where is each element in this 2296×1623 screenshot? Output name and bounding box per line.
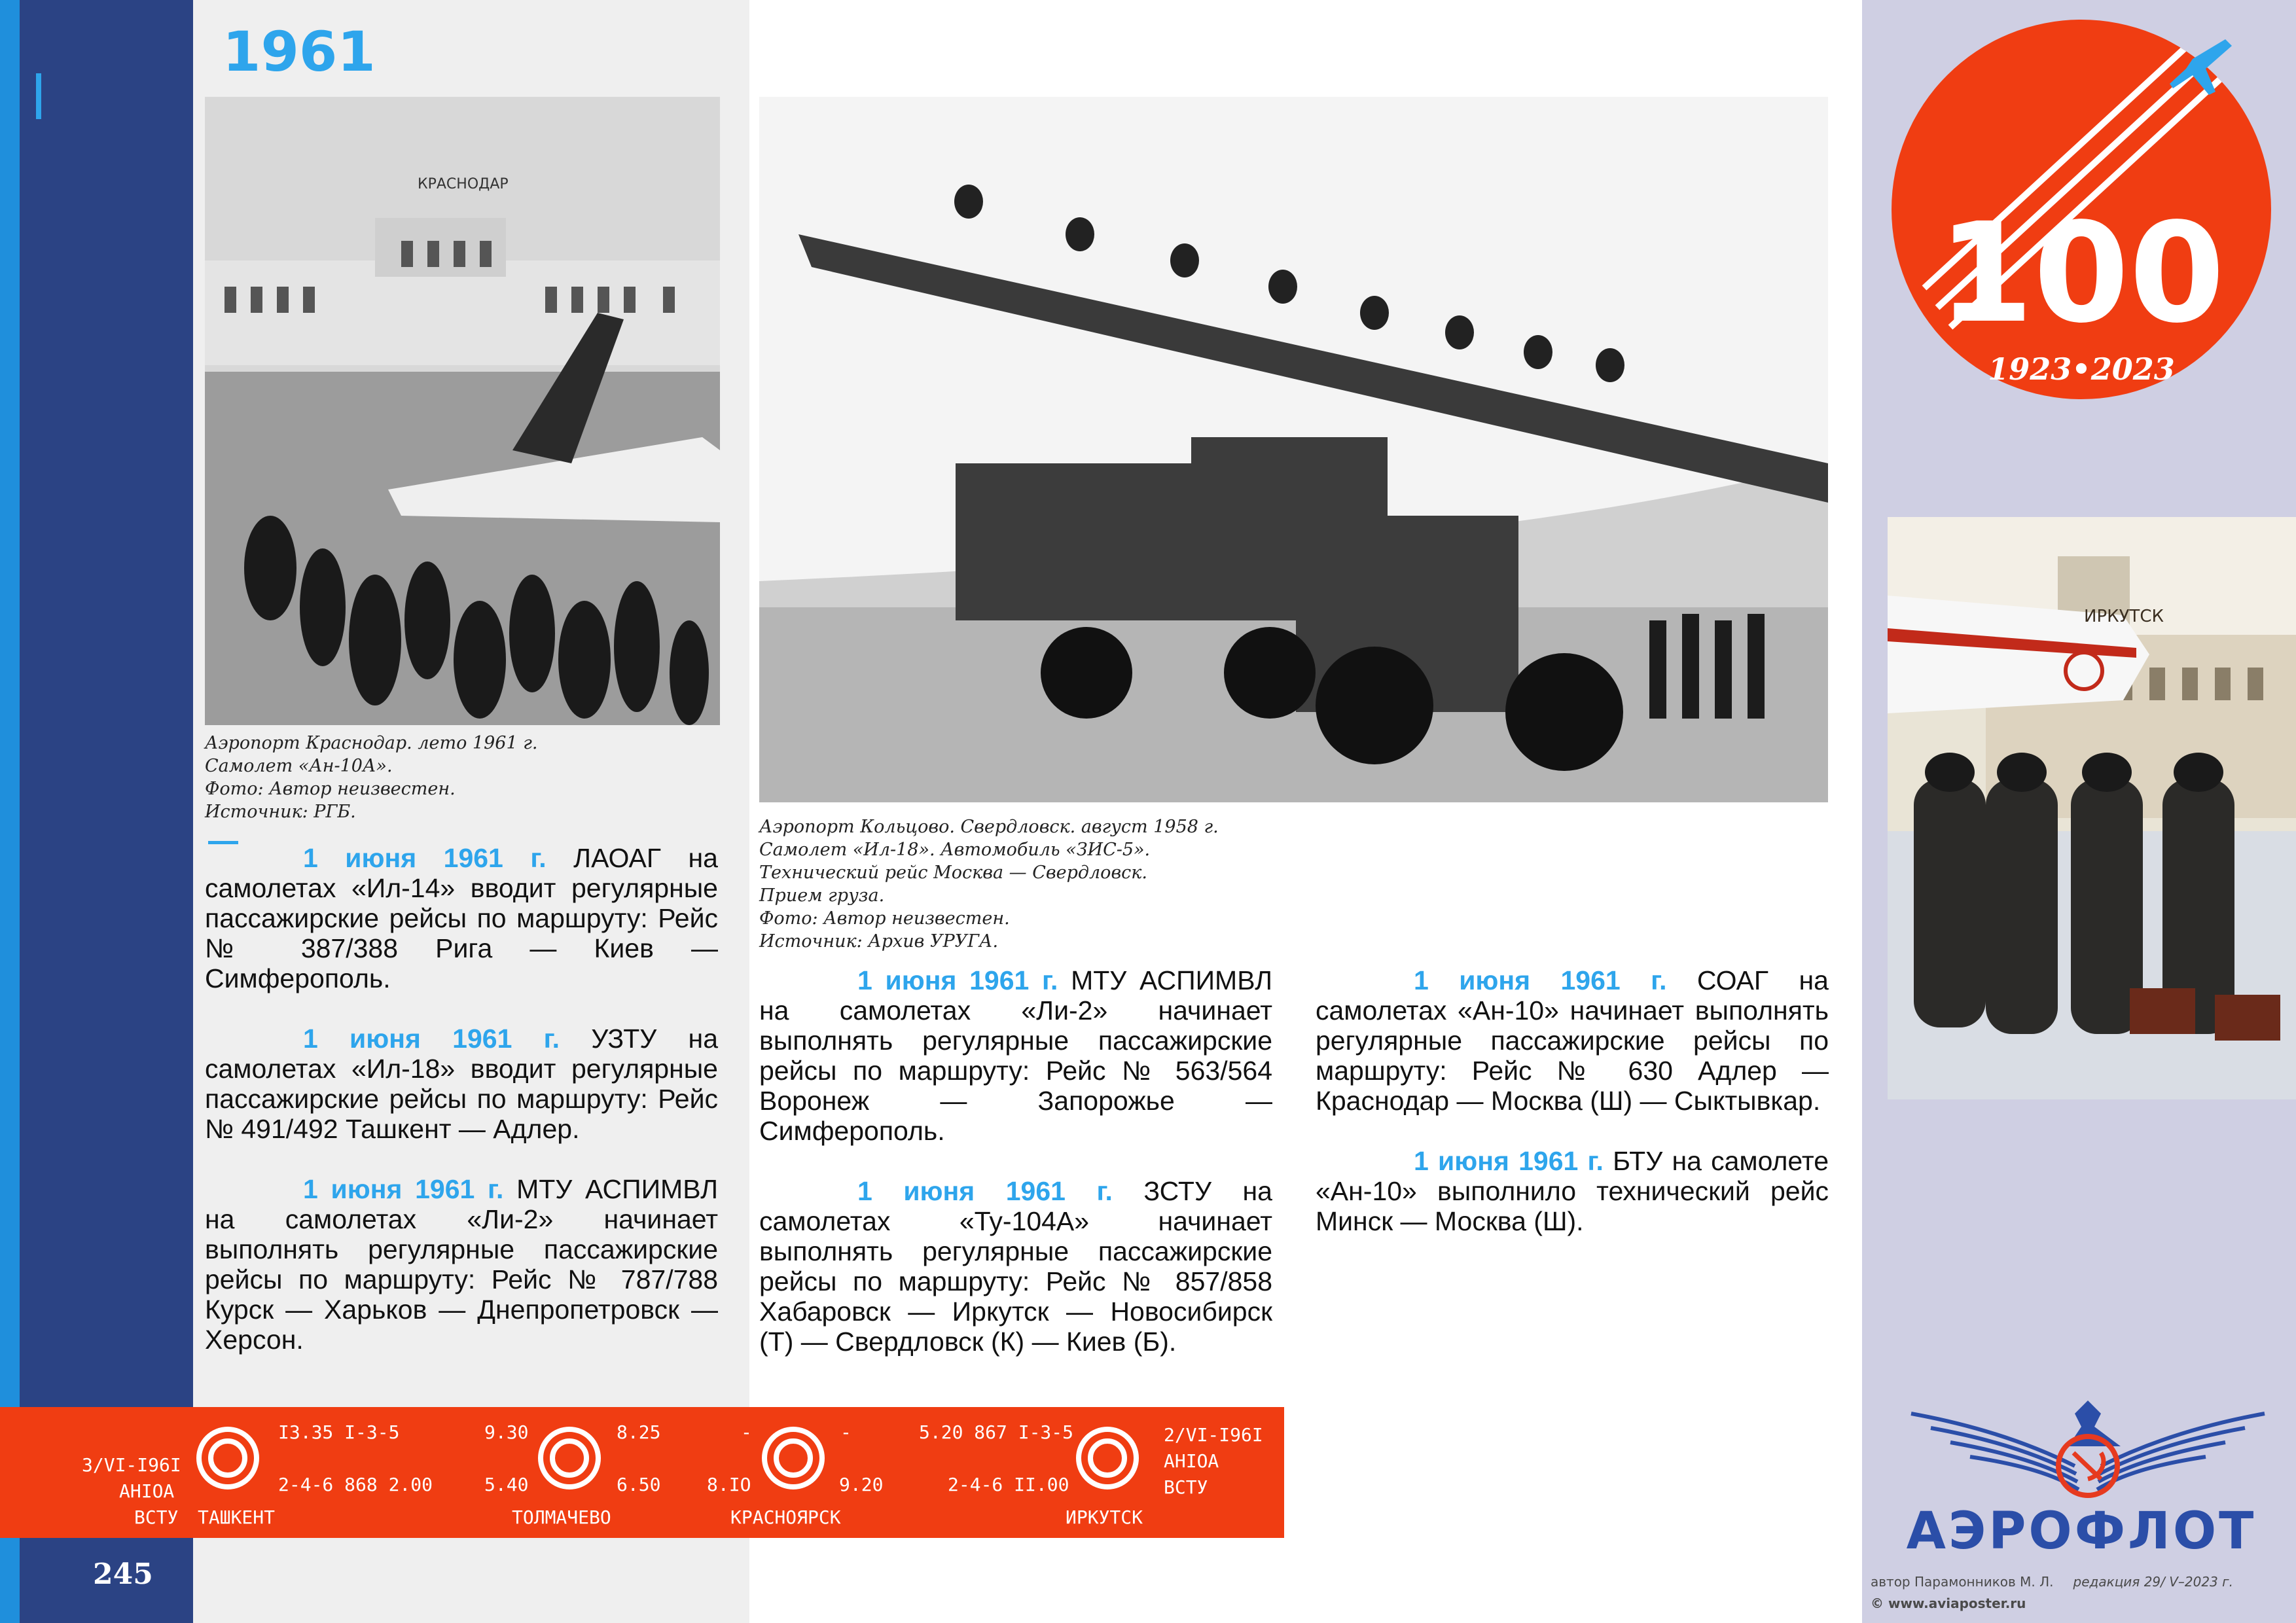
route-right-operator: ВСТУ [1164, 1476, 1208, 1498]
website-link[interactable]: © www.aviaposter.ru [1871, 1596, 2026, 1611]
page-number: 245 [93, 1558, 153, 1591]
seg4-top: 5.20 867 I-3-5 [919, 1421, 1074, 1443]
article-item: 1 июня 1961 г. ЛАОАГ на самолетах «Ил-14» вводит регулярные пассажирские рейсы по маршруту: Рейс № 387/388 Рига — Киев — Симферополь. [205, 843, 718, 993]
caption-koltsovo: Аэропорт Кольцово. Свердловск. август 1958 г. Самолет «Ил-18». Автомобиль «ЗИС-5». Технический рейс Москва — Свердловск. Прием груза. Фото: Автор неизвестен. Источник: Архив УРУГА. [759, 817, 1219, 952]
seg3-bottom-right: 9.20 [839, 1474, 884, 1495]
seg4-bottom: 2-4-6 II.00 [948, 1474, 1069, 1495]
seg2-top-right: 8.25 [617, 1421, 661, 1443]
article-column-2 [759, 965, 1272, 1387]
article-item: 1 июня 1961 г. МТУ АСПИМВЛ на самолетах «Ли-2» начинает выполнять регулярные пассажирские рейсы по маршруту: Рейс № 563/564 Воронеж — Запорожье — Симферополь. [759, 965, 1272, 1146]
station-label-tolmachevo: ТОЛМАЧЕВО [512, 1507, 611, 1528]
photo-irkutsk-airport [1888, 517, 2296, 1099]
station-label-krasnoyarsk: КРАСНОЯРСК [730, 1507, 841, 1528]
krasnodar-sign: КРАСНОДАР [418, 176, 509, 192]
photo-krasnodar-airport [205, 97, 720, 725]
seg3-top-right: - [840, 1421, 852, 1443]
station-label-irkutsk: ИРКУТСК [1066, 1507, 1143, 1528]
article-column-1 [205, 843, 718, 1385]
article-item: 1 июня 1961 г. ЗСТУ на самолетах «Ту-104А» начинает выполнять регулярные пассажирские рейсы по маршруту: Рейс № 857/858 Хабаровск — Иркутск — Новосибирск (Т) — Свердловск (К) — Киев (Б). [759, 1176, 1272, 1357]
aeroflot-wordmark: АЭРОФЛОТ [1906, 1502, 2257, 1561]
station-marker-tashkent [196, 1427, 259, 1489]
seg3-bottom-left: 8.IO [707, 1474, 751, 1495]
route-right-date: 2/VI-I96I [1164, 1424, 1263, 1446]
left-navy-bar [20, 0, 193, 1623]
route-left-aircraft: АНIOА [119, 1480, 175, 1502]
anniversary-logo [1885, 13, 2278, 406]
page-year: 1961 [223, 20, 376, 84]
seg1-bottom: 2-4-6 868 2.00 [278, 1474, 433, 1495]
seg1-top: I3.35 I-3-5 [278, 1421, 400, 1443]
caption-krasnodar: Аэропорт Краснодар. лето 1961 г. Самолет «Ан-10А». Фото: Автор неизвестен. Источник: РГБ. [205, 733, 538, 822]
article-column-3 [1316, 965, 1829, 1266]
article-item: 1 июня 1961 г. БТУ на самолете «Ан-10» выполнило технический рейс Минск — Москва (Ш). [1316, 1146, 1829, 1236]
irkutsk-sign: ИРКУТСК [2084, 607, 2164, 626]
seg2-top-left: 9.30 [484, 1421, 529, 1443]
station-label-tashkent: ТАШКЕНТ [198, 1507, 276, 1528]
route-bar [0, 1407, 1284, 1538]
article-item: 1 июня 1961 г. УЗТУ на самолетах «Ил-18» вводит регулярные пассажирские рейсы по маршруту: Рейс № 491/492 Ташкент — Адлер. [205, 1024, 718, 1144]
route-left-operator: ВСТУ [134, 1507, 179, 1528]
bar-tick-mark [36, 73, 41, 119]
article-item: 1 июня 1961 г. СОАГ на самолетах «Ан-10» начинает выполнять регулярные пассажирские рейсы по маршруту: Рейс № 630 Адлер — Краснодар — Москва (Ш) — Сыктывкар. [1316, 965, 1829, 1116]
station-marker-irkutsk [1076, 1427, 1139, 1489]
left-accent-bar [0, 0, 20, 1623]
station-marker-tolmachevo [538, 1427, 601, 1489]
route-right-aircraft: АНIOА [1164, 1450, 1219, 1472]
author-credit: автор Парамонников М. Л. редакция 29/ V–2023 г. [1871, 1574, 2234, 1590]
seg2-bottom-right: 6.50 [617, 1474, 661, 1495]
station-marker-krasnoyarsk [762, 1427, 825, 1489]
seg2-bottom-left: 5.40 [484, 1474, 529, 1495]
anniversary-years: 1923•2023 [1988, 351, 2175, 387]
photo-koltsovo-airport [759, 97, 1828, 802]
article-item: 1 июня 1961 г. МТУ АСПИМВЛ на самолетах «Ли-2» начинает выполнять регулярные пассажирские рейсы по маршруту: Рейс № 787/788 Курск — Харьков — Днепропетровск — Херсон. [205, 1174, 718, 1355]
route-left-date: 3/VI-I96I [82, 1454, 181, 1476]
anniversary-number: 100 [1937, 193, 2225, 353]
seg3-top-left: - [741, 1421, 752, 1443]
